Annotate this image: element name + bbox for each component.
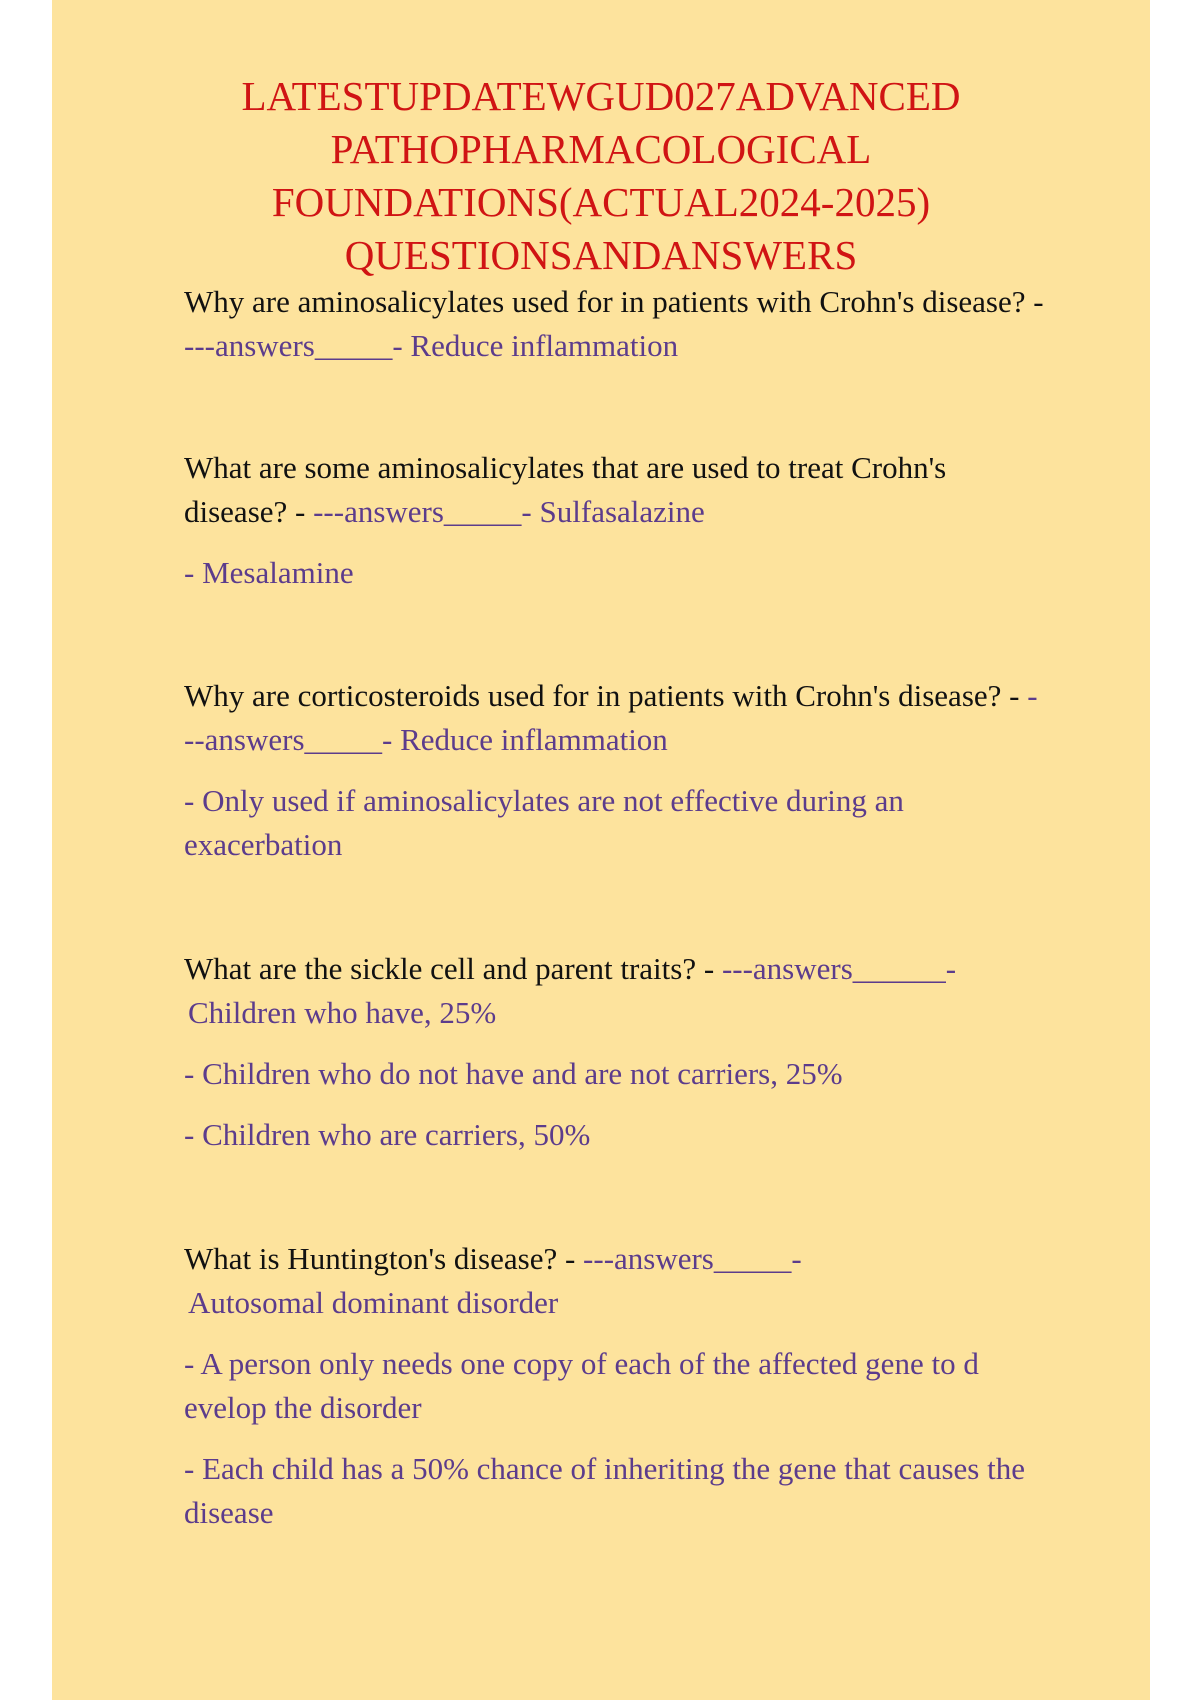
qa-item-5 [184,1237,1044,1535]
answer-marker: ---answers_____- [583,1241,802,1276]
answer-marker: ---answers______- [721,951,957,986]
answer-text: Reduce inflammation [410,328,679,363]
title-line-2: PATHOPHARMACOLOGICAL [330,126,872,172]
answer-text: Autosomal dominant disorder [188,1285,559,1320]
answer-subpoint: - Each child has a 50% chance of inheriting the gene that causes the disease [184,1451,1025,1530]
answer-subpoint: - Mesalamine [184,555,354,590]
answer-marker: ---answers_____- [184,678,1038,757]
question-label: What is Huntington's disease? - [184,1241,584,1276]
document-title [52,70,1150,282]
question-text [184,1237,1044,1325]
document-page [52,0,1150,1700]
question-text [184,947,1044,1035]
question-label: Why are aminosalicylates used for in patients with Crohn's disease? - [184,284,1044,319]
answer-text: Sulfasalazine [539,494,705,529]
answer-marker: ---answers_____- [313,494,540,529]
answer-subpoint: - A person only needs one copy of each of the affected gene to d evelop the disorder [184,1346,979,1425]
qa-item-3 [184,674,1044,867]
question-text [184,280,1044,368]
answer-subpoint: - Children who are carriers, 50% [184,1117,591,1152]
qa-item-2 [184,446,1044,595]
qa-item-4 [184,947,1044,1157]
answer-text: Children who have, 25% [188,995,497,1030]
answer-subpoint: - Only used if aminosalicylates are not effective during an exacerbation [184,783,904,862]
question-text [184,674,1044,762]
title-line-4: QUESTIONSANDANSWERS [344,232,858,278]
title-line-1: LATESTUPDATEWGUD027ADVANCED [241,73,961,119]
answer-text: Reduce inflammation [400,722,668,757]
question-label: Why are corticosteroids used for in patients with Crohn's disease? - [184,678,1028,713]
qa-item-1 [184,280,1044,368]
title-line-3: FOUNDATIONS(ACTUAL2024-2025) [271,179,931,225]
answer-marker: ---answers_____- [184,328,411,363]
question-label: What are the sickle cell and parent traits? - [184,951,722,986]
question-text [184,446,1044,534]
question-label: What are some aminosalicylates that are used to treat Crohn's disease? - [184,450,947,529]
answer-subpoint: - Children who do not have and are not carriers, 25% [184,1056,843,1091]
